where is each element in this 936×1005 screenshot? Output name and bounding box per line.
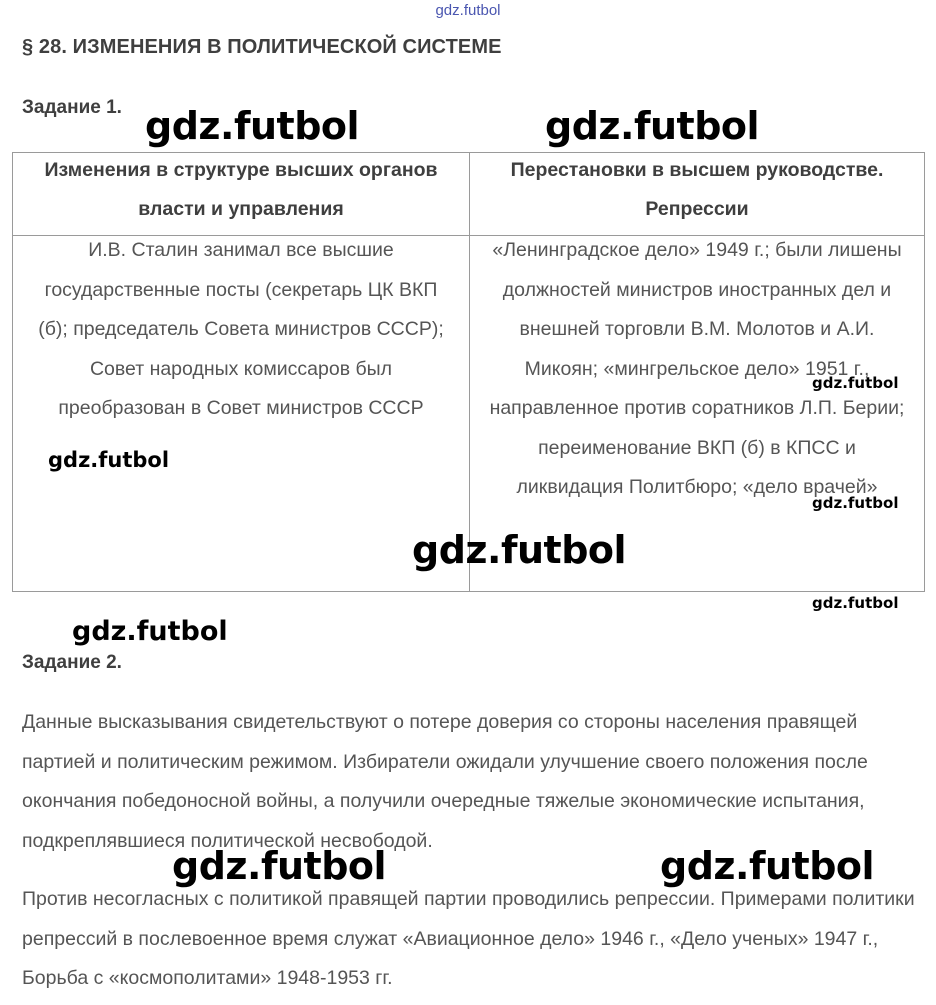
- watermark: gdz.futbol: [812, 594, 899, 612]
- cell-repressions-text: «Ленинградское дело» 1949 г.; были лишены должностей министров иностранных дел и внешней торговли В.М. Молотов и А.И. Микоян; «мингрельское дело» 1951 г., направленное против соратников Л.П. Берии; переименование ВКП (б) в КПСС и ликвидация Политбюро; «дело врачей»: [489, 239, 905, 498]
- task-2-paragraph-2: Против несогласных с политикой правящей партии проводились репрессии. Примерами политики репрессий в послевоенное время служат «Авиационное дело» 1946 г., «Дело ученых» 1947 г., Борьба с «космополитами» 1948-1953 гг.: [22, 888, 915, 989]
- watermark: gdz.futbol: [812, 494, 899, 512]
- table-header-row: [13, 153, 925, 236]
- header-structure-changes: Изменения в структуре высших органов власти и управления: [44, 159, 438, 220]
- task-1-label: Задание 1.: [22, 97, 122, 118]
- watermark: gdz.futbol: [72, 616, 228, 647]
- page-title: § 28. ИЗМЕНЕНИЯ В ПОЛИТИЧЕСКОЙ СИСТЕМЕ: [22, 36, 502, 58]
- watermark: gdz.futbol: [812, 374, 899, 392]
- cell-structure-text: И.В. Сталин занимал все высшие государственные посты (секретарь ЦК ВКП (б); председатель Совета министров СССР); Совет народных комиссаров был преобразован в Совет министров СССР: [38, 239, 444, 419]
- table-header-cell: [470, 153, 925, 236]
- watermark: gdz.futbol: [660, 844, 875, 888]
- watermark: gdz.futbol: [172, 844, 387, 888]
- watermark: gdz.futbol: [48, 448, 170, 472]
- header-leadership-changes: Перестановки в высшем руководстве. Репрессии: [510, 159, 884, 220]
- task-2-paragraph-1: Данные высказывания свидетельствуют о потере доверия со стороны населения правящей партией и политическим режимом. Избиратели ожидали улучшение своего положения после окончания победоносной войны, а получили очередные тяжелые экономические испытания, подкреплявшиеся политической несвободой.: [22, 711, 868, 852]
- task-2-label: Задание 2.: [22, 652, 122, 673]
- table-header-cell: [13, 153, 470, 236]
- top-site-watermark: gdz.futbol: [435, 2, 501, 19]
- watermark: gdz.futbol: [545, 104, 760, 148]
- watermark: gdz.futbol: [145, 104, 360, 148]
- table-cell: [13, 236, 470, 592]
- watermark: gdz.futbol: [412, 528, 627, 572]
- task-1-table: [12, 152, 925, 592]
